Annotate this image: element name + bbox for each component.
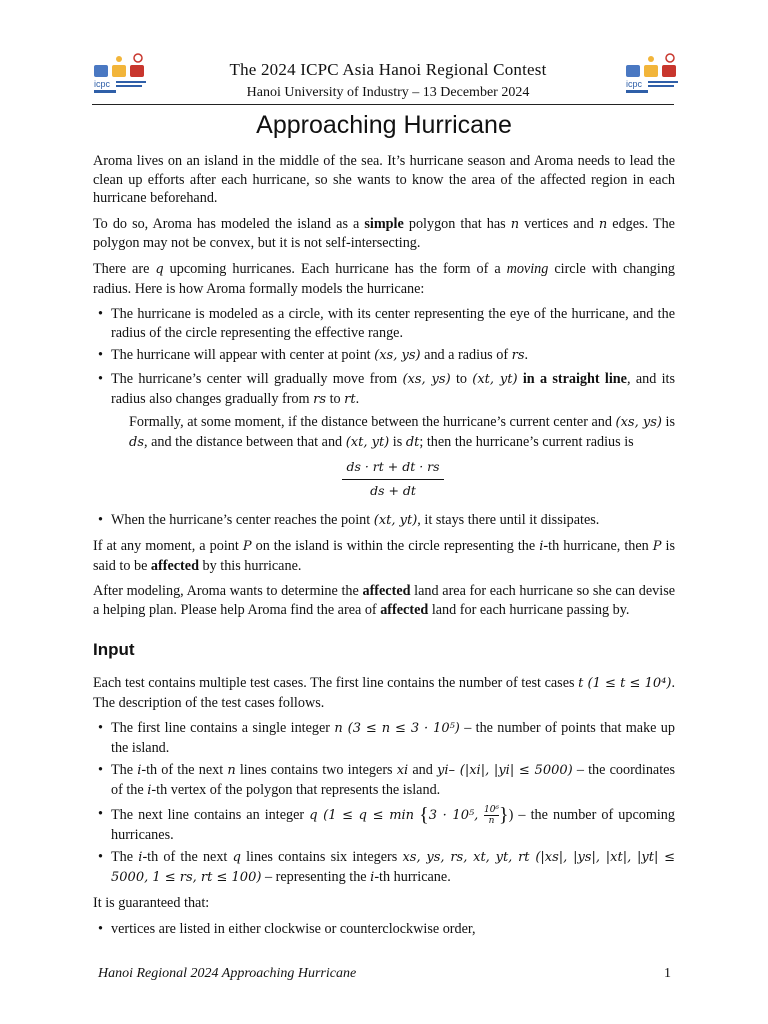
radius-formula (111, 458, 675, 500)
list-item: • The hurricane’s center will gradually move from (xs, ys) to (xt, yt) in a straight line, and its radius also changes gradually from rs to rt. Formally, at some moment, if the distance between the hurricane’s current center and (xs, ys) is ds, and the distance between that and (xt, yt) is dt; then the hurricane’s current radius is ds · rt + dt · rs ds + dt (93, 370, 675, 501)
hurricane-model-list (93, 305, 675, 530)
list-item: • The i-th of the next n lines contains two integers xi and yi– (|xi|, |yi| ≤ 5000) – the coordinates of the i-th vertex of the polygon that represents the island. (93, 761, 675, 800)
list-item: • The next line contains an integer q (1 ≤ q ≤ min {3 · 10⁵, $\frac{\text{10⁶}}{n}$}) – the number of upcoming hurricanes. (93, 805, 675, 845)
input-heading: Input (93, 640, 135, 660)
footer-title: Hanoi Regional 2024 Approaching Hurricane (98, 966, 357, 981)
formula-numerator: ds · rt + dt · rs (342, 458, 443, 480)
formal-definition: Formally, at some moment, if the distance between the hurricane’s current center and (xs, ys) is ds, and the distance between that and (xt, yt) is dt; then the hurricane’s current radius is (129, 414, 675, 450)
contest-title: The 2024 ICPC Asia Hanoi Regional Contest (229, 60, 547, 79)
formula-denominator: ds + dt (370, 482, 416, 498)
list-item: • The i-th of the next q lines contains six integers xs, ys, rs, xt, yt, rt (|xs|, |ys|, |xt|, |yt| ≤ 5000, 1 ≤ rs, rt ≤ 100) – representing the i-th hurricane. (93, 848, 675, 887)
list-item: • The hurricane will appear with center at point (xs, ys) and a radius of rs. (93, 346, 675, 366)
paragraph: Each test contains multiple test cases. The first line contains the number of test cases t (1 ≤ t ≤ 10⁴). The description of the test cases follows. (93, 675, 675, 711)
input-format-list (93, 719, 675, 887)
list-item: • The hurricane is modeled as a circle, with its center representing the eye of the hurricane, and the radius of the circle representing the effective range. (93, 305, 675, 342)
paragraph: If at any moment, a point P on the island is within the circle representing the i-th hurricane, then P is said to be affected by this hurricane. (93, 538, 676, 574)
header-divider (92, 104, 674, 105)
logo-text: icpc (94, 79, 111, 89)
paragraph: Aroma lives on an island in the middle of the sea. It’s hurricane season and Aroma needs to lead the clean up efforts after each hurricane, so she wants to know the area of the affected region in each hurricane beforehand. (93, 153, 675, 207)
inline-fraction: $\frac{\text{10⁶}}{n}$ (483, 804, 500, 826)
list-item: • vertices are listed in either clockwise or counterclockwise order, (93, 920, 675, 939)
paragraph: After modeling, Aroma wants to determine the affected land area for each hurricane so she can devise a helping plan. Please help Aroma find the area of affected land for each hurricane passing by. (93, 583, 676, 618)
contest-subtitle: Hanoi University of Industry – 13 December 2024 (246, 85, 530, 100)
guarantee-list (93, 920, 675, 939)
page-number: 1 (664, 966, 671, 981)
list-item: • The first line contains a single integer n (3 ≤ n ≤ 3 · 10⁵) – the number of points that make up the island. (93, 719, 675, 757)
paragraph: To do so, Aroma has modeled the island as a simple polygon that has n vertices and n edges. The polygon may not be convex, but it is not self-intersecting. (93, 215, 675, 252)
paragraph: There are q upcoming hurricanes. Each hurricane has the form of a moving circle with changing radius. Here is how Aroma formally models the hurricane: (93, 260, 676, 297)
paragraph: It is guaranteed that: (93, 895, 210, 912)
problem-statement (93, 152, 675, 946)
list-item: • When the hurricane’s center reaches the point (xt, yt), it stays there until it dissipates. (93, 511, 675, 531)
icpc-logo (624, 52, 684, 96)
problem-title: Approaching Hurricane (256, 111, 512, 139)
logo-text: icpc (626, 79, 643, 89)
icpc-logo (92, 52, 152, 96)
